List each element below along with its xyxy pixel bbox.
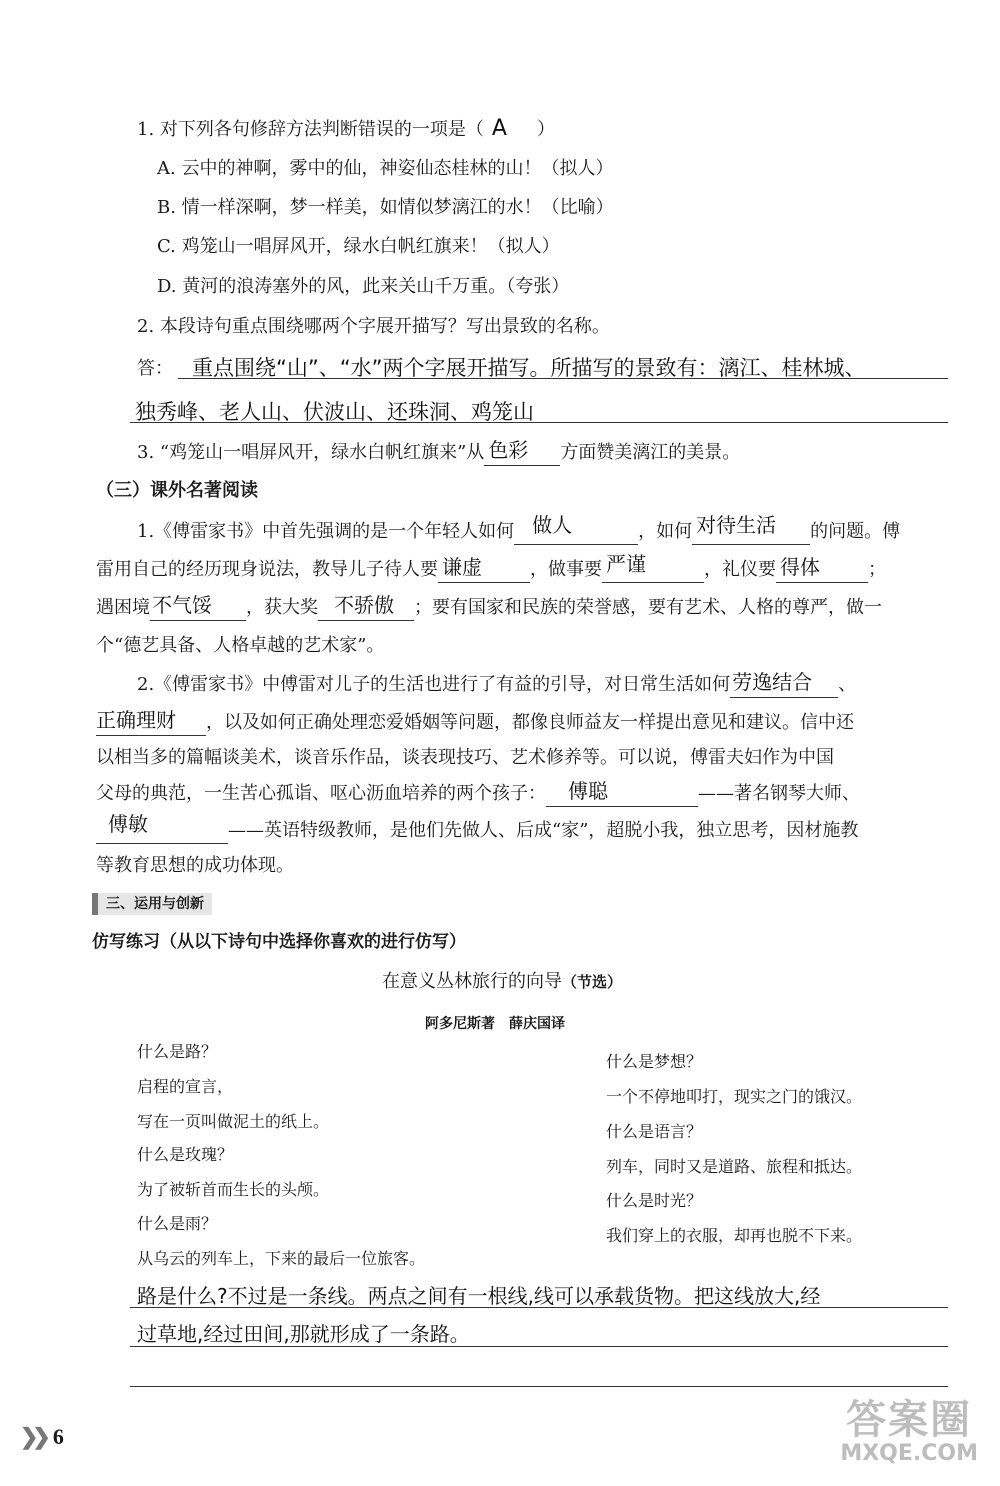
poem-left-line: 什么是路？ <box>137 1042 218 1061</box>
r2-line3: 以相当多的篇幅谈美术，谈音乐作品，谈表现技巧、艺术修养等。可以说，傅雷夫妇作为中国 <box>96 747 834 768</box>
q1-option-b: B. 情一样深啊，梦一样美，如情似梦漓江的水！（比喻） <box>157 197 614 218</box>
r1-blank-a <box>514 513 638 545</box>
q2-answer-line2: 独秀峰、老人山、伏波山、还珠洞、鸡笼山 <box>135 400 534 424</box>
poem-title-line <box>382 969 622 995</box>
imitation-line1: 路是什么?不过是一条线。两点之间有一根线,线可以承载货物。把这线放大,经 <box>137 1284 821 1308</box>
poem-title: 在意义丛林旅行的向导 <box>382 971 562 992</box>
r1-text: ，如何 <box>638 521 693 542</box>
poem-left-line: 从乌云的列车上，下来的最后一位旅客。 <box>137 1249 426 1268</box>
q1-option-a: A. 云中的神啊，雾中的仙，神姿仙态桂林的山！（拟人） <box>157 158 614 179</box>
r1-blank-g <box>318 593 414 621</box>
r1-text: ，获大奖 <box>246 597 318 618</box>
q3-line <box>137 440 740 466</box>
q2-underline-1 <box>178 378 948 379</box>
r1-answer-e: 得体 <box>780 555 820 579</box>
r1-line1 <box>137 513 901 545</box>
r1-text: 雷用自己的经历现身说法，教导儿子待人要 <box>96 559 438 580</box>
q3-blank <box>484 438 560 466</box>
poem-left-line: 什么是雨？ <box>137 1214 218 1233</box>
imitation-underline-3 <box>130 1386 948 1387</box>
poem-left-line: 写在一页叫做泥土的纸上。 <box>137 1112 330 1131</box>
r2-answer-b: 正确理财 <box>96 708 176 732</box>
r2-line4 <box>96 781 860 807</box>
poem-right-line: 什么是梦想？ <box>606 1052 703 1071</box>
q2-label: 答： <box>137 358 173 379</box>
r1-line4: 个“德艺具备、人格卓越的艺术家”。 <box>96 635 385 656</box>
r1-blank-d <box>602 552 704 583</box>
r1-text: 1.《傅雷家书》中首先强调的是一个年轻人如何 <box>137 521 515 542</box>
page-number <box>20 1424 64 1450</box>
r1-line2 <box>96 552 886 583</box>
r2-answer-c: 傅聪 <box>568 779 608 803</box>
r1-text: 的问题。傅 <box>810 521 901 542</box>
r1-answer-g: 不骄傲 <box>334 593 394 617</box>
r1-text: ； <box>868 559 886 580</box>
imitation-underline-2 <box>130 1346 948 1347</box>
r2-answer-d: 傅敏 <box>108 812 148 836</box>
r2-blank-b <box>96 708 206 736</box>
r2-text: ——英语特级教师，是他们先做人、后成“家”，超脱小我，独立思考，因材施教 <box>228 820 859 841</box>
r1-text: ，做事要 <box>530 559 602 580</box>
poem-right-line: 什么是时光？ <box>606 1191 703 1210</box>
r2-text: ——著名钢琴大师、 <box>698 783 860 804</box>
r2-text: 2.《傅雷家书》中傅雷对儿子的生活也进行了有益的引导，对日常生活如何 <box>137 674 731 695</box>
watermark <box>840 1398 978 1466</box>
r1-answer-b: 对待生活 <box>696 513 777 537</box>
r1-text: ，礼仪要 <box>704 559 776 580</box>
q1-option-d: D. 黄河的浪涛塞外的风，此来关山千万重。（夸张） <box>157 276 570 297</box>
q1-close: ） <box>536 119 555 140</box>
r2-blank-a <box>730 670 838 698</box>
r2-line1 <box>137 672 856 698</box>
imitation-line2: 过草地,经过田间,那就形成了一条路。 <box>137 1322 470 1346</box>
section3-title: （三）课外名著阅读 <box>96 480 258 501</box>
q3-before: 3. “鸡笼山一唱屏风开，绿水白帆红旗来”从 <box>137 442 485 463</box>
r1-line3 <box>96 595 882 621</box>
r1-text: 遇困境 <box>96 597 150 618</box>
q3-after: 方面赞美漓江的美景。 <box>560 442 741 463</box>
r2-line5 <box>96 812 859 844</box>
part3-badge: 三、运用与创新 <box>92 893 212 915</box>
double-chevron-icon: ❯❯ <box>20 1424 45 1449</box>
q1-stem-line <box>137 116 555 143</box>
q1-option-c: C. 鸡笼山一唱屏风开，绿水白帆红旗来！（拟人） <box>157 236 560 257</box>
r2-line6: 等教育思想的成功体现。 <box>96 855 294 876</box>
q1-answer: A <box>491 116 507 141</box>
q2-stem: 2. 本段诗句重点围绕哪两个字展开描写？写出景致的名称。 <box>137 316 610 337</box>
r2-text: 父母的典范，一生苦心孤诣、呕心沥血培养的两个孩子： <box>96 783 546 804</box>
r1-blank-f <box>150 593 246 621</box>
q1-stem: 1. 对下列各句修辞方法判断错误的一项是（ <box>137 119 484 140</box>
poem-right-line: 我们穿上的衣服，却再也脱不下来。 <box>606 1226 863 1245</box>
poem-right-line: 列车，同时又是道路、旅程和抵达。 <box>606 1157 863 1176</box>
q2-underline-2 <box>130 422 948 423</box>
r2-line2 <box>96 710 854 736</box>
poem-right-line: 一个不停地叩打，现实之门的饿汉。 <box>606 1087 863 1106</box>
r2-blank-c <box>546 779 698 807</box>
imitation-underline-1 <box>130 1307 948 1308</box>
exercise-title: 仿写练习（从以下诗句中选择你喜欢的进行仿写） <box>92 932 466 952</box>
r1-answer-c: 谦虚 <box>442 555 482 579</box>
poem-left-line: 为了被斩首而生长的头颅。 <box>137 1180 330 1199</box>
r1-answer-a: 做人 <box>532 513 573 537</box>
poem-title-note: （节选） <box>562 973 623 991</box>
watermark-top: 答案圈 <box>846 1397 973 1443</box>
page-number-text: 6 <box>52 1424 64 1449</box>
r1-blank-b <box>692 513 810 545</box>
r1-answer-f: 不气馁 <box>152 593 212 617</box>
poem-left-line: 什么是玫瑰？ <box>137 1145 234 1164</box>
r1-answer-d: 严谨 <box>606 552 646 576</box>
poem-author: 阿多尼斯著 薛庆国译 <box>425 1016 565 1032</box>
r2-blank-d <box>96 812 228 844</box>
r2-text: ，以及如何正确处理恋爱婚姻等问题，都像良师益友一样提出意见和建议。信中还 <box>206 712 854 733</box>
q2-answer-line1: 重点围绕“山”、“水”两个字展开描写。所描写的景致有：漓江、桂林城、 <box>192 356 866 380</box>
r1-text: ；要有国家和民族的荣誉感，要有艺术、人格的尊严，做一 <box>414 597 882 618</box>
q3-answer: 色彩 <box>488 438 529 462</box>
poem-left-line: 启程的宣言， <box>137 1077 234 1096</box>
r2-answer-a: 劳逸结合 <box>732 670 813 694</box>
r2-text: 、 <box>838 674 857 695</box>
r1-blank-e <box>776 555 868 583</box>
watermark-bottom: MXQE.COM <box>840 1441 978 1466</box>
r1-blank-c <box>438 555 530 583</box>
poem-right-line: 什么是语言？ <box>606 1122 703 1141</box>
